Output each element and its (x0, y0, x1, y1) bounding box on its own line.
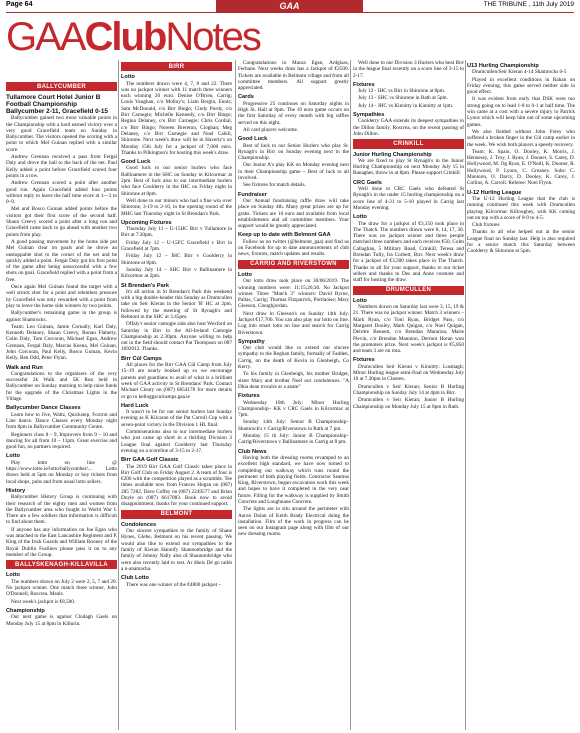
subheading: Lotto (6, 453, 20, 460)
column-divider (350, 60, 351, 730)
subheading: Upcoming Fixtures (121, 219, 172, 226)
paragraph: It was evident from early that DSK were too strong going on to lead 1-8 to 0-1 at half time. The win came at a cost with a severe injury to Patrick Lyons which will keep him out of some upcoming games. (467, 96, 575, 128)
club-heading-carrig: CARRIG AND RIVERSTOWN (238, 260, 349, 269)
column-divider (235, 60, 236, 730)
column-divider (465, 60, 466, 730)
paragraph: We also fielded without John Foley who suffered a broken finger in the Cúl camp earlier in the week. We wish both players a speedy recovery. (467, 128, 575, 148)
paragraph: Our club would like to extend our sincere sympathy to the Reghan family, formally of Fadden, Carrig, on the death of Kevin in Glenbeigh, Co Kerry. (238, 345, 349, 371)
paragraph: Ballycumber's remaining game in the group is against Shamrocks. (6, 310, 117, 323)
paragraph: Next week's jackpot is €8,500. (11, 598, 76, 605)
paragraph: Well done to our minors who had a fine win over Shinrone, 3-19 to 2-16, in the opening round of the MHC last Thursday night in St Brendan's Park. (121, 197, 232, 217)
article-headline: Tullamore Court Hotel Junior B Football Championship Ballycumber 2-11, Gracefield 0-15 (6, 94, 108, 116)
club-heading-ballycumber: BALLYCUMBER (6, 82, 117, 91)
paragraph: Next draw in Gleeson's on Sunday 14th July. Jackpot €17,700. You can also play our lotto on line. Log into smart lotto on line and search for Carrig Riverstown. (238, 310, 349, 336)
paragraph: Congratulations to the organisers of the very successful 2k Walk and 5K Run held in Ballycumber on Sunday morning to help raise funds for the upgrade of the Christmas Lights in the Village. (6, 370, 117, 403)
subheading: Hard Luck (121, 402, 149, 409)
masthead-gaa: GAA (6, 15, 85, 59)
subheading: Lotto (238, 271, 252, 278)
paragraph: Andrew Grennan scored a point after another good run. Again Gracefield added four points without reply to leave the half time score at 1—3 to 0–9. (6, 180, 117, 206)
paragraph: Numbers drawn on Saturday last were 3, 15, 19 & 21. There was no jackpot winner. Match 3 winners – Mark Ryan, c/o Toni Ryan, Bridget Pass, c/o Margaret Dooley, Mark Quigan, c/o Noel Quigan, Deirdre Bennett, c/o Brendan Mannion, Marie Plevin, c/o Brendan Mannion, Dermot Horan won the promoters prize. Next week's jackpot is €5,850 and team 3 are on rota. (353, 304, 464, 355)
paragraph: Learn how to Jive, Waltz, Quickstep, Foxtrot and Line dance. Dance Classes every Monday night from 8pm in Ballycumber Community Centre. (6, 411, 117, 431)
paragraph: Play lotto on line @ https://www.lotto.ie/lotto/ballycumber/... Lotto draws held at 5pm on Monday or buy tickets from local shops, pubs and from usual lotto sellers. (6, 459, 117, 485)
column-3 (238, 60, 349, 730)
paragraph: Our sincere sympathies to the family of Shane Hynes, Glebe, Belmont on his recent passing. We would also like to extend our sympathies to the family of Kieran Hannify Shannonbridge and the family of Johnny Nally also of Shannonbridge who were also recently laid to rest. Ar dheis Dé go raibh a n-anamacha. (121, 528, 232, 572)
subheading: Walk and Run (6, 364, 43, 371)
paragraph: Once again Mel Guinan found the target with a well struck shot for a point and relentless pressure by Gracefield was only rewarded with a point from play to leave the home side winners by two points. (6, 284, 117, 309)
masthead (6, 15, 260, 59)
paragraph: Drumcullen v Seir Kieran; Junior B Hurling Championship on Monday July 15 at 8pm in Rath. (353, 397, 464, 410)
subheading: Keep up to date with Belmont GAA (238, 232, 331, 239)
paper-info: THE TRIBUNE , 11th July 2019 (483, 1, 574, 8)
paragraph: Commiserations also to our intermediate hurlers who just came up short in a thrilling Division 3 League final against Coolderry last Thursday evening on a scoreline of 3-15 to 2-17. (121, 429, 232, 454)
paragraph: Friday July 12 – U-15FC Gracefield v Birr in Gracefield at 7pm. (121, 239, 232, 253)
paragraph: Well done to our Division 3 Hurlers who beat Birr in the league final recently on a score line of 3-15 to 2-17. (353, 60, 464, 79)
paragraph: It wasn't to be for our senior hurlers last Sunday evening as K Kilcaran of the Pat Carroll Cup with a seven-point victory in the Division 1 HL final. (121, 409, 232, 428)
paragraph: Coolderry GAA extends its deepest sympathies to the Dillon family, Roscrea, on the recent passing of John Dillon. (353, 118, 464, 137)
masthead-club: Club (84, 15, 166, 59)
subheading: Lotto (6, 572, 20, 579)
paragraph: Drumcullen Seir Kieran v Kinnitty: Lusmagh; Minor Hurling league semi-final on Wednesday July 10 at 7.30pm in Clareen. (353, 363, 464, 383)
subheading: Condolences (121, 521, 157, 528)
paragraph: Club fixtures (472, 222, 500, 229)
subheading: Birr GAA Golf Classic (121, 457, 179, 464)
paragraph: Andrew Grennan received a pass from Fergal Daly and drove the ball to the back of the net. Paul Kelly added a point before Gracefield scored four points in a row. (6, 154, 117, 179)
paragraph: Thanks to all who helped out at the senior League final on Sunday last. Help is also required for a senior match this Saturday between Coolderry & Shinrone at 5pm. (467, 229, 575, 255)
subheading: Lotto (121, 74, 135, 81)
paragraph: Offaly's senior camogie side also host Wexford on Saturday in Birr in the All-Ireland Camogie Championship at 2.30pm. Anyone willing to help out in the field should contact Pat Thompson on 087 1692012. Thanks. (121, 321, 232, 353)
paragraph: Friday July 12 – IHC Birr v Coolderry in Shinrone at 8pm. (121, 253, 232, 266)
paragraph: Best of luck to our Senior Hurlers who play St. Rynagh's in Birr on Sunday evening next in the Championship. (238, 142, 349, 162)
subheading: U-12 Hurling League (467, 189, 522, 196)
masthead-notes: Notes (165, 15, 260, 59)
paragraph: Sunday 14th July: Senior B Championship– Shamrock's v Carrig/Riverstown in Rath at 7 pm. (238, 419, 349, 432)
subheading: Sympathies (353, 112, 385, 119)
subheading: Birr Cúl Camps (121, 355, 162, 362)
column-5 (467, 60, 575, 730)
paragraph: Sunday July 14 – SHC Birr v Ballinamere in Kilcormac at 2pm. (121, 266, 232, 280)
subheading: U13 Hurling Championship (467, 63, 539, 69)
paragraph: Progressive 25 continues on Saturday nights in High St. Hall at 9pm. The 10 euro game occurs on the first Saturday of every month with big raffles served on this night. (238, 100, 349, 126)
subheading: Championship (6, 607, 45, 614)
subheading: Cards (238, 94, 254, 101)
paragraph: If anyone has any information on Joe Egan who was attached to the East Lancashire Regiment and P. King of the Irish Guards and William Rooney of the Royal Dublin Fusiliers please pass it on to any member of the Group. (6, 526, 117, 558)
subheading: Ballycumber Dance Classes (6, 405, 81, 412)
subheading: CRC Gaels (353, 179, 382, 186)
subheading: Good Luck (238, 136, 268, 143)
column-4 (353, 60, 464, 730)
club-heading-drumcullen: DRUMCULLEN (353, 286, 464, 295)
paragraph: July 13 - SHC vs Shinrone in Rath at 5pm. (358, 95, 448, 102)
paragraph: July 14 - JHC vs Kinnitty in Kinnitty at 1pm. (358, 102, 454, 109)
club-heading-belmont: BELMONT (121, 510, 232, 519)
subheading: Fixtures (353, 357, 375, 364)
paragraph: Beginners class 8 – 9, Improvers from 9 – 10 and dancing for all from 10 – 11pm. Great exercise and good fun, no partners required. (6, 431, 117, 451)
column-1 (6, 80, 117, 730)
paragraph: July 12 - IHC vs Birr in Shinrone at 8pm. (358, 88, 446, 95)
paragraph: Congratulations to Maura Egan, Ardglass, Ferbane. Next weeks draw has a Jackpot of €2500. Tickets are available in Belmont village and from all committee members. All support greatly appreciated. (238, 60, 349, 92)
paragraph: The draw for a jackpot of €3,150 took place in The Thatch. The numbers drawn were 8, 14, 17, 30. There was no jackpot winner and three people matched three numbers and each receives €50, Colm Callaghan, 5 Military Road, Crinkill, Teresa and Brendan Tully, Ira Corbett, Birr. Next week's draw for a jackpot of €3,300 takes place in The Thatch. Thanks to all for your support, thanks to our ticket sellers and thanks to Des and Anne cosmote and staff for hosting the draw. (353, 220, 464, 284)
club-heading-birr: BIRR (121, 62, 232, 71)
subheading: Fixtures (353, 81, 375, 88)
subheading: Sympathy (238, 338, 265, 345)
paragraph: Drumcullen v Seir Kieran; Senior B Hurling Championship on Sunday July 14 at 4pm in Birr. (353, 383, 464, 396)
subheading: History (6, 487, 26, 494)
paragraph: Follow us on twitter (@belmont_gaa) and find us on Facebook for up to date announcements of club news, fixtures, match updates and results. (238, 238, 349, 258)
paragraph: Team: K. Spain, O. Dooley, K. Morris, J. Hennessy, J. Troy, J. Ryan, J. Dooner, S. Carey, D. Hollywood, M. Og Ryan, E. O'Neill, K. Dooner, R. Hollywood, P. Lyons, C. Greaney. Subs: C. Mannion, O. Darcy, D. Dooley, K. Carey, J. Collins, A. Carroll. Referee: Noel Flynn. (467, 148, 575, 187)
paragraph: Our next game is against Clodagh Gaels on Monday July 15 at 8pm in Killurin. (6, 614, 117, 627)
paragraph: The 2019 Birr GAA Golf Classic takes place in Birr Golf Club on Friday August 2. A team of four is €200 with the competition played as a scramble. Tee times available now from Frances Hogan on (087) 285 7282, Dave Coffey on (087) 2249577 and Brian Doyle on (087) 6617083. Book now to avoid disappointment, thanks for your continued support. (121, 463, 232, 508)
paragraph: Well done to CRC Gaels who defeated St Rynagh's in the under 15 hurling championship on a score line of 4-21 to 5-10 played in Carrig last Monday evening. (353, 186, 464, 211)
paragraph: Wednesday 10th July: Minor Hurling Championship– KK v CRC Gaels in Kilcormac at 7pm. (238, 399, 349, 419)
paragraph: Drumcullen/Seir Kieran 4-14 Shamrocks 0-5 (472, 69, 567, 76)
subheading: Good Luck (121, 159, 151, 166)
subheading: Fixtures (238, 393, 260, 400)
paragraph: See fixtures for match details. (243, 182, 306, 189)
club-heading-crinkill: CRINKILL (353, 139, 464, 148)
page-header (0, 0, 580, 12)
subheading: Junior Hurling Championship (353, 151, 432, 158)
paragraph: The numbers drawn on July 2 were 2, 5, 7 and 20. No jackpot winner. One match three winner, John O'Donnell, Roscrea. Meals. (6, 578, 117, 598)
paragraph: Team: Leo Guinan, Jamie Cornally, Karl Daly, Kenneth Delaney, Shaun Creevy, Ronan Flaherty, Colin Daly, Tom Corcoran, Michael Egan, Andrew Grennan, Fergal Daly, Marcus Keena, Mel Guinan, John Corcoran, Paul Kelly, Bosco Guinan, Kevin Kelly, Ben Odd, Peter Flynn. (6, 323, 117, 362)
section-label: GAA (216, 0, 363, 12)
paragraph: Mel and Bosco Guinan added points before the visitors got their first score of the second half. Shaun Creevy scored a point after a long run and Gracefield came back to go ahead with another two points from play. (6, 206, 117, 238)
paragraph: Good luck to our senior hurlers who face Ballinamere in the SHC on Sunday in Kilcormac at 2pm. Best of luck also to our intermediate hurlers who face Coolderry in the IHC on Friday night in Shinrone at 8pm. (121, 165, 232, 197)
paragraph: Ballycumber gained two more valuable points in the Championship with a hard earned victory over a very good Gracefield team on Sunday in Ballycumber. The visitors opened the scoring with a point to which Mel Guinan replied with a similar score. (6, 115, 117, 153)
paragraph: The numbers drawn were 4, 7, 8 and 22. There was no jackpot winner with 11 match three winners each winning 20 euro. Denise O'Brien, Carrig; Louis Vaughan, c/o Molloy's; Liam Bergin, Ennis; Sam McDonald, c/o Birr Bingo; Cindy Purdy, c/o Birr Carnegie; Michelle Kennedy, c/o Birr Bingo; Regina Delaney, c/o Birr Carnegie; Chris Cordial, c/o Birr Bingo; Noreen Brereton, Clogban; Meg Delaney, c/o Birr Carnegie and Noel Cahill, Shinrone. Next week's draw will be in Haverty's on Monday 15th July for a jackpot of 7,000 euro. Thanks to Pilkington's for hosting this week's draw. (121, 80, 232, 156)
paragraph: To his family in Glenbeigh, his mother Bridget, sister Mary and brother Noel our condolences. "A Dhia dean trocaire ar a anam" (238, 371, 349, 390)
paragraph: We are fixed to play St Rynagh's in the Junior Hurling Championship on next Monday July 15 in Banagher, throw in at 8pm. Please support Crinkill. (353, 157, 464, 177)
subheading: Fundraiser (238, 191, 267, 198)
paragraph: It's all action in St Brendan's Park this weekend with a big double-header this Sunday as Drumcullen take on Seir Kieran in the Senior 'B' HC at 2pm, followed by the meeting of St Rynagh's and Belmont in the SHC at 3.45pm. (121, 288, 232, 320)
paragraph: Thursday July 11 – U-15HC Birr v Tullamore in Birr at 7.30pm. (121, 226, 232, 239)
subheading: St Brendan's Park (121, 282, 169, 289)
paragraph: Having both the dressing rooms revamped to an excellent high standard, we have now turned to completing our walkway which runs round the perimeter of both playing fields. Contractor Seamus King, Riverstown, began excavation work this week and hopes to have it completed in the very near future. Filling for the walkway is supplied by Smith Concrete and Loughnane Concrete. (238, 454, 349, 505)
paragraph: There was one winner of the €4800 jackpot – (126, 581, 222, 588)
paragraph: Our Junior A's play KK on Monday evening next in their Championship game – Best of luck to all involved. (238, 162, 349, 182)
paragraph: Ballycumber History Group is continuing with their research of the eighty men and women from the Ballycumber area who fought in World War I. There are a few soldiers that information is difficult to find about them. (6, 494, 117, 526)
subheading: Club News (238, 448, 267, 455)
paragraph: Our lotto draw took place on 30/06/2019. The winning numbers were: 11;15;26;30. No Jackpot winner. Three "Match 3" winners: David Byrne, Pallas, Carrig; Thomas Fitzpatrick, Portlaoise; Mary Gleeson, Cloughjordan. (238, 278, 349, 310)
paragraph: All places for the Birr GAA Cúl Camp from July 15–19 are nearly booked up so we encourage parents and guardians to avail of what is a brilliant week of GAA activity in St Brendans' Park. Contact Michael Cleary on (087) 6854178 for more details or go to kelloggsculcamps.gaa.ie (121, 362, 232, 400)
paragraph: All card players welcome. (243, 126, 299, 133)
paragraph: Our Annual fundraising raffle draw will take place on Sunday 4th. Many great prizes are up for grabs. Tickets are 10 euro and available from local establishments and all committee members. Your support would be greatly appreciated. (238, 197, 349, 230)
column-2 (121, 60, 232, 730)
paragraph: The U-12 Hurling League that the club is running continued this week with Drumcullen playing Kilcormac Killoughey, with KK coming out on top with a score of 8-9 to 4-5. (467, 195, 575, 221)
paragraph: The lights are in situ around the perimeter with Aaron Dolan of Keith Brady Electrical doing the installation. Film of the work in progress can be seen on our Instagram page along with film of our new dressing rooms. (238, 506, 349, 538)
paragraph: Played in excellent conditions in Rahan on Friday evening, this game served neither side in good effect. (467, 76, 575, 96)
subheading: Lotto (353, 297, 367, 304)
column-divider (118, 60, 119, 730)
subheading: Club Lotto (121, 575, 149, 582)
paragraph: Monday 15 th July: Junior B Championship– Carrig/Riverstown v Ballinamere in Carrig at 8 pm. (238, 433, 349, 446)
page-number: Page 64 (6, 1, 33, 8)
header-rule (6, 12, 574, 13)
club-heading-ballyskenagh: BALLYSKENAGH-KILLAVILLA (6, 560, 117, 569)
subheading: Lotto (353, 214, 367, 221)
paragraph: A good passing movement by the home side put Mel Guinan clear on goals and he drove an unstoppable shot to the corner of the net and he quickly added a point. Fergal Daly got his first point of the game after being unsuccessful with a few shots on goal. Gracefield replied with a point from a free. (6, 238, 117, 283)
